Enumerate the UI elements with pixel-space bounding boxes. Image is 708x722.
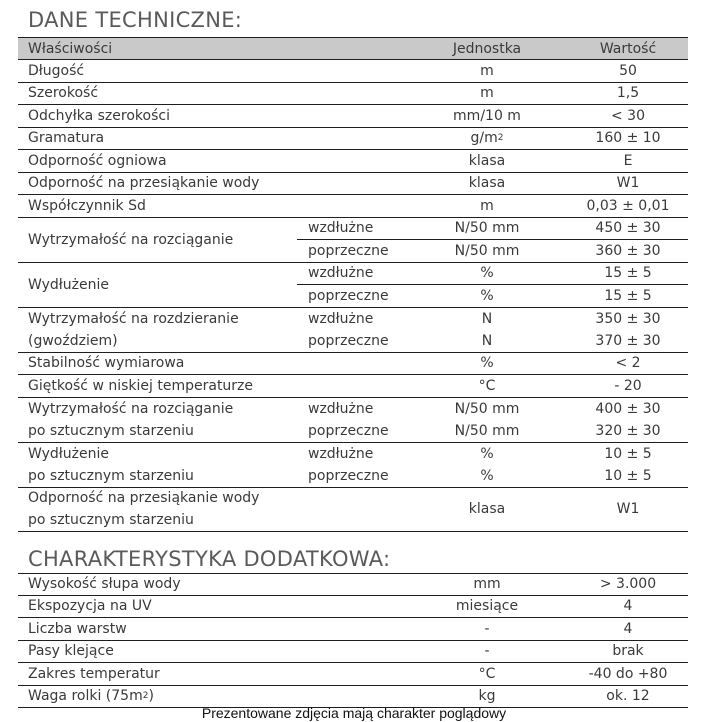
table-header: [18, 37, 688, 60]
unit-label: -: [484, 643, 490, 660]
value-label: 10 ± 5: [604, 467, 652, 484]
unit-label: g/m 2: [470, 130, 504, 147]
value-label: 360 ± 30: [595, 242, 661, 259]
property-label: Zakres temperatur: [28, 665, 160, 682]
unit-label: °C: [478, 377, 496, 394]
value-label: ok. 12: [606, 688, 650, 705]
property-label: Wytrzymałość na rozciąganie po sztucznym starzeniu: [28, 400, 234, 439]
table-row: [18, 596, 688, 619]
table-row: [18, 60, 688, 83]
unit-label: miesiące: [455, 598, 519, 615]
table-row: [18, 573, 688, 596]
value-label: < 30: [611, 107, 645, 124]
table-row: [18, 375, 688, 398]
table-row: [18, 195, 688, 218]
value-label: 320 ± 30: [595, 422, 661, 439]
value-label: 350 ± 30: [595, 310, 661, 327]
table-row: [18, 173, 688, 196]
value-label: < 2: [615, 355, 641, 372]
value-label: 15 ± 5: [604, 287, 652, 304]
sub-row: [297, 398, 688, 421]
value-label: 50: [619, 62, 637, 79]
unit-label: N: [481, 332, 493, 349]
unit-label: °C: [478, 665, 496, 682]
property-label: Odchyłka szerokości: [28, 107, 170, 124]
property-label: Waga rolki (75m 2 ): [28, 688, 154, 705]
property-label: Pasy klejące: [28, 643, 114, 660]
unit-label: m: [480, 197, 494, 214]
header-property: Właściwości: [28, 40, 113, 57]
property-label: Stabilność wymiarowa: [28, 355, 185, 372]
direction-label: poprzeczne: [308, 287, 389, 304]
table-row-group: [18, 308, 688, 353]
table-row-group: [18, 263, 688, 308]
header-unit: Jednostka: [452, 40, 522, 57]
unit-label: m: [480, 85, 494, 102]
direction-label: poprzeczne: [308, 242, 389, 259]
property-label: Wydłużenie po sztucznym starzeniu: [28, 445, 194, 484]
direction-label: wzdłużne: [308, 310, 374, 327]
unit-label: N/50 mm: [454, 422, 520, 439]
unit-label: N/50 mm: [454, 220, 520, 237]
sub-row: [297, 330, 688, 351]
table-row: [18, 618, 688, 641]
unit-label: kg: [478, 688, 496, 705]
value-label: 400 ± 30: [595, 400, 661, 417]
unit-label: %: [480, 355, 494, 372]
value-label: 4: [623, 598, 633, 615]
value-label: 160 ± 10: [595, 130, 661, 147]
property-label: Wytrzymałość na rozdzieranie (gwoździem): [28, 310, 239, 349]
property-label: Wytrzymałość na rozciąganie: [28, 231, 234, 248]
unit-label: %: [480, 467, 494, 484]
value-label: 0,03 ± 0,01: [586, 197, 670, 214]
table-row: [18, 128, 688, 151]
property-label: Szerokość: [28, 85, 99, 102]
unit-label: N: [481, 310, 493, 327]
property-label: Odporność ogniowa: [28, 152, 167, 169]
property-label: Wydłużenie: [28, 276, 109, 293]
additional-table: [18, 573, 688, 708]
sub-row: [297, 443, 688, 466]
sub-row: [297, 263, 688, 286]
section-title-additional: CHARAKTERYSTYKA DODATKOWA:: [28, 547, 391, 571]
sub-row: [297, 240, 688, 261]
value-label: 15 ± 5: [604, 265, 652, 282]
unit-label: m: [480, 62, 494, 79]
table-row: [18, 641, 688, 664]
direction-label: wzdłużne: [308, 400, 374, 417]
header-value: Wartość: [599, 40, 657, 57]
direction-label: poprzeczne: [308, 422, 389, 439]
unit-label: mm: [473, 576, 501, 593]
value-label: 370 ± 30: [595, 332, 661, 349]
unit-label: %: [480, 287, 494, 304]
table-row-group: [18, 443, 688, 488]
value-label: - 20: [614, 377, 642, 394]
unit-label: N/50 mm: [454, 400, 520, 417]
property-label: Długość: [28, 62, 85, 79]
table-row: [18, 150, 688, 173]
direction-label: wzdłużne: [308, 265, 374, 282]
value-label: E: [623, 152, 633, 169]
value-label: 10 ± 5: [604, 445, 652, 462]
value-label: 450 ± 30: [595, 220, 661, 237]
property-label: Odporność na przesiąkanie wody: [28, 175, 260, 192]
unit-label: %: [480, 445, 494, 462]
table-row-group: [18, 398, 688, 443]
unit-label: -: [484, 620, 490, 637]
value-label: W1: [616, 175, 640, 192]
value-label: W1: [616, 501, 640, 517]
direction-label: wzdłużne: [308, 445, 374, 462]
table-row: [18, 353, 688, 376]
value-label: 4: [623, 620, 633, 637]
property-label: Liczba warstw: [28, 620, 127, 637]
unit-label: mm/10 m: [453, 107, 521, 124]
table-row: [18, 663, 688, 686]
direction-label: poprzeczne: [308, 332, 389, 349]
value-label: brak: [612, 643, 644, 660]
property-label: Ekspozycja na UV: [28, 598, 152, 615]
unit-label: klasa: [468, 501, 506, 517]
table-row: [18, 105, 688, 128]
unit-label: N/50 mm: [454, 242, 520, 259]
table-row: [18, 488, 688, 532]
table-row: [18, 83, 688, 106]
property-label: Współczynnik Sd: [28, 197, 146, 214]
property-label: Giętkość w niskiej temperaturze: [28, 377, 254, 394]
value-label: -40 do +80: [588, 665, 668, 682]
footer-disclaimer: Prezentowane zdjęcia mają charakter poglądowy: [201, 705, 507, 721]
direction-label: wzdłużne: [308, 220, 374, 237]
sub-row: [297, 465, 688, 486]
sub-row: [297, 218, 688, 241]
table-row-group: [18, 218, 688, 263]
unit-label: klasa: [468, 152, 506, 169]
unit-label: klasa: [468, 175, 506, 192]
section-title-technical: DANE TECHNICZNE:: [28, 8, 243, 32]
technical-table: [18, 37, 688, 532]
value-label: > 3.000: [599, 576, 657, 593]
property-label: Wysokość słupa wody: [28, 576, 181, 593]
property-label: Gramatura: [28, 130, 105, 147]
sub-row: [297, 308, 688, 331]
sub-row: [297, 420, 688, 441]
value-label: 1,5: [616, 85, 640, 102]
property-label: Odporność na przesiąkanie wody po sztucznym starzeniu: [28, 490, 260, 528]
sub-row: [297, 285, 688, 306]
unit-label: %: [480, 265, 494, 282]
direction-label: poprzeczne: [308, 467, 389, 484]
